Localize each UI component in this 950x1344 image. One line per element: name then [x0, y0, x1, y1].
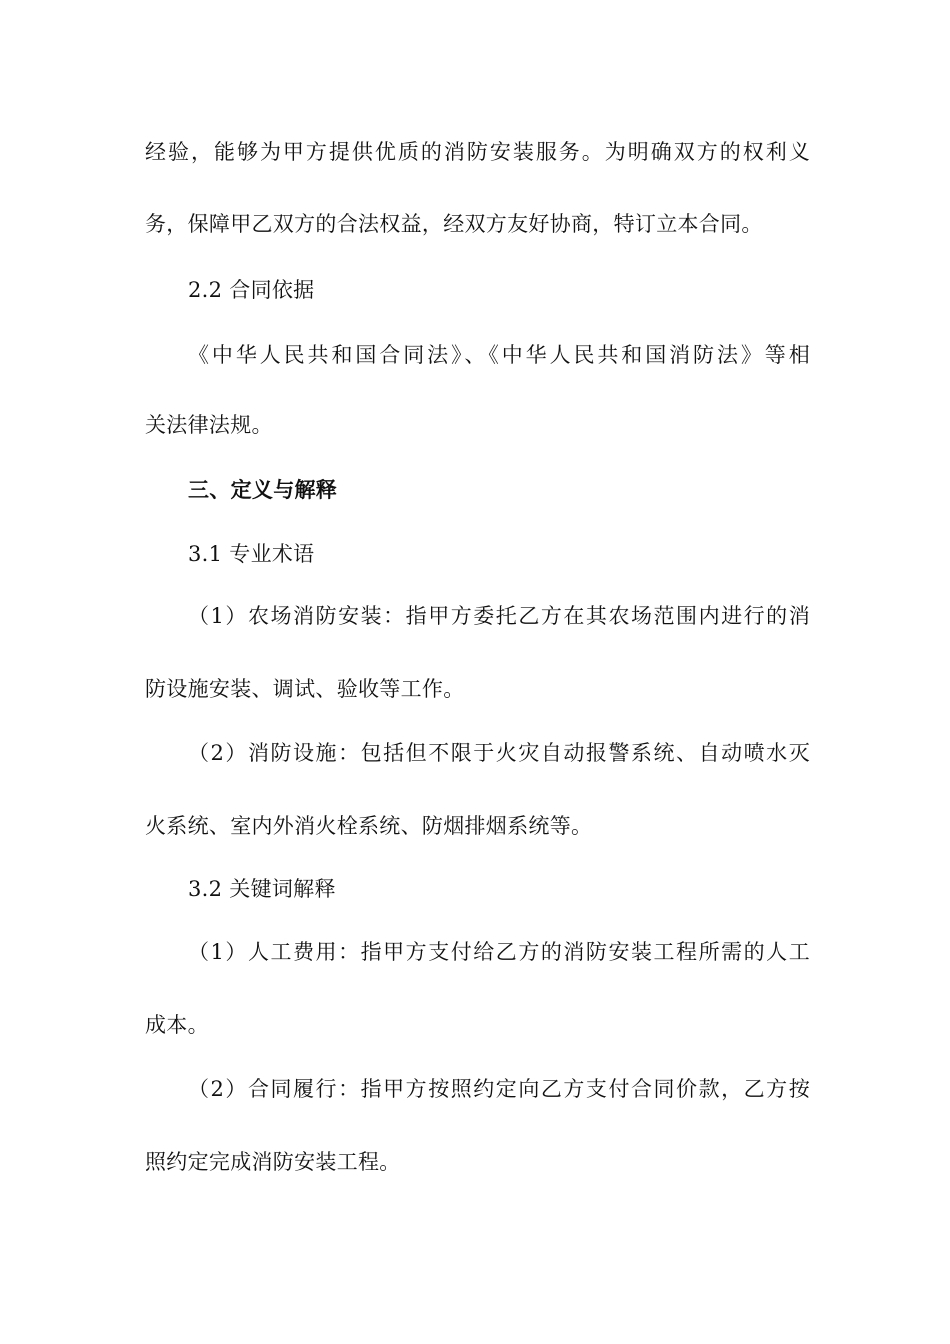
section-heading-2-2: 2.2 合同依据: [188, 278, 315, 302]
section-heading-3-1: 3.1 专业术语: [188, 542, 315, 566]
paragraph-line: （2）消防设施：包括但不限于火灾自动报警系统、自动喷水灭: [188, 741, 810, 765]
paragraph-line: 务，保障甲乙双方的合法权益，经双方友好协商，特订立本合同。: [145, 212, 763, 236]
paragraph-line: （1）农场消防安装：指甲方委托乙方在其农场范围内进行的消: [188, 604, 810, 628]
chapter-heading-3: 三、定义与解释: [188, 477, 338, 502]
paragraph-line: 《中华人民共和国合同法》、《中华人民共和国消防法》等相: [188, 343, 810, 367]
section-heading-3-2: 3.2 关键词解释: [188, 877, 336, 901]
paragraph-line: 火系统、室内外消火栓系统、防烟排烟系统等。: [145, 814, 593, 838]
paragraph-line: 经验，能够为甲方提供优质的消防安装服务。为明确双方的权利义: [145, 140, 810, 164]
paragraph-line: （1）人工费用：指甲方支付给乙方的消防安装工程所需的人工: [188, 940, 810, 964]
paragraph-line: 成本。: [145, 1013, 209, 1037]
paragraph-line: （2）合同履行：指甲方按照约定向乙方支付合同价款，乙方按: [188, 1077, 810, 1101]
paragraph-line: 防设施安装、调试、验收等工作。: [145, 677, 465, 701]
paragraph-line: 关法律法规。: [145, 413, 273, 437]
paragraph-line: 照约定完成消防安装工程。: [145, 1150, 401, 1174]
